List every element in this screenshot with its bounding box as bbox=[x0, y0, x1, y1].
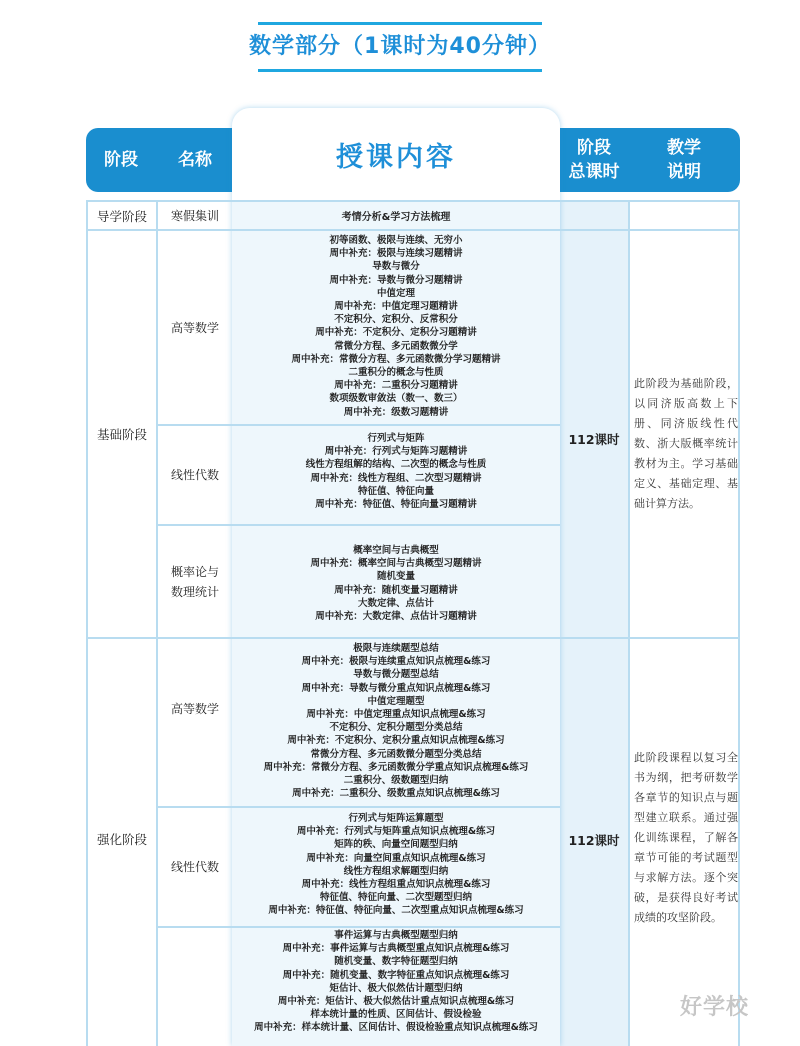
content-line: 周中补充：随机变量、数字特征重点知识点梳理&练习 bbox=[282, 969, 510, 981]
content-line: 行列式与矩阵运算题型 bbox=[348, 813, 444, 824]
page-title-block bbox=[0, 22, 800, 72]
stage-strong: 强化阶段 bbox=[96, 832, 147, 847]
hours-strong: 112课时 bbox=[568, 833, 620, 848]
name-guide: 寒假集训 bbox=[170, 208, 219, 223]
content-line: 常微分方程、多元函数微分学 bbox=[334, 340, 458, 352]
header-hours bbox=[560, 128, 628, 192]
content-line: 周中补充：样本统计量、区间估计、假设检验重点知识点梳理&练习 bbox=[254, 1022, 538, 1034]
content-line: 周中补充：不定积分、定积分重点知识点梳理&练习 bbox=[287, 735, 505, 747]
name-basic-linear: 线性代数 bbox=[170, 468, 219, 482]
content-line: 周中补充：导数与微分习题精讲 bbox=[329, 274, 463, 286]
grid-line bbox=[738, 200, 740, 1046]
content-strong-math bbox=[234, 642, 558, 800]
content-line: 周中补充：二重积分习题精讲 bbox=[334, 380, 458, 392]
content-line: 周中补充：随机变量习题精讲 bbox=[334, 584, 458, 596]
desc-basic: 此阶段为基础阶段，以同济版高数上下册、同济版线性代数、浙大版概率统计教材为主。学习基础定义、基础定理、基础计算方法。 bbox=[634, 377, 738, 510]
content-line: 周中补充：极限与连续习题精讲 bbox=[329, 248, 463, 260]
stage-basic: 基础阶段 bbox=[96, 427, 147, 442]
name-basic-prob-line1: 概率论与 bbox=[170, 564, 219, 579]
content-line: 大数定律、点估计 bbox=[357, 597, 434, 609]
content-line: 不定积分、定积分题型分类总结 bbox=[329, 722, 463, 734]
content-line: 不定积分、定积分、反常积分 bbox=[334, 314, 458, 326]
name-strong-math: 高等数学 bbox=[170, 702, 219, 716]
name-strong-linear: 线性代数 bbox=[170, 860, 219, 874]
content-line: 周中补充：行列式与矩阵习题精讲 bbox=[324, 446, 468, 458]
content-line: 周中补充：特征值、特征向量习题精讲 bbox=[315, 499, 477, 511]
header-desc-line1: 教学 bbox=[667, 138, 701, 158]
content-line: 概率空间与古典概型 bbox=[353, 545, 439, 556]
content-line: 初等函数、极限与连续、无穷小 bbox=[329, 235, 463, 246]
content-line: 中值定理题型 bbox=[367, 695, 425, 707]
hours-basic: 112课时 bbox=[568, 432, 620, 447]
grid-line bbox=[628, 200, 630, 1046]
content-line: 周中补充：级数习题精讲 bbox=[343, 406, 449, 418]
content-line: 周中补充：不定积分、定积分习题精讲 bbox=[315, 327, 477, 339]
content-line: 周中补充：事件运算与古典概型重点知识点梳理&练习 bbox=[282, 943, 510, 955]
watermark-logo bbox=[680, 990, 749, 1021]
content-line: 周中补充：二重积分、级数重点知识点梳理&练习 bbox=[292, 788, 500, 800]
content-line: 周中补充：常微分方程、多元函数微分学习题精讲 bbox=[291, 353, 501, 365]
content-line: 随机变量、数字特征题型归纳 bbox=[334, 956, 458, 968]
name-basic-math: 高等数学 bbox=[170, 320, 219, 335]
header-hours-line2: 总课时 bbox=[568, 162, 620, 182]
content-line: 特征值、特征向量 bbox=[357, 485, 434, 497]
header-name: 名称 bbox=[178, 150, 212, 170]
desc-strong: 此阶段课程以复习全书为纲，把考研数学各章节的知识点与题型建立联系。通过强化训练课程，了解各章节可能的考试题型与求解方法。逐个突破，是获得良好考试成绩的攻坚阶段。 bbox=[634, 751, 738, 924]
header-hours-line1: 阶段 bbox=[577, 138, 611, 158]
content-line: 周中补充：中值定理习题精讲 bbox=[334, 301, 458, 313]
grid-line bbox=[158, 926, 560, 928]
content-line: 周中补充：中值定理重点知识点梳理&练习 bbox=[306, 709, 486, 721]
content-line: 周中补充：特征值、特征向量、二次型重点知识点梳理&练习 bbox=[268, 905, 524, 917]
name-basic-prob-line2: 数理统计 bbox=[170, 584, 219, 599]
header-desc-line2: 说明 bbox=[667, 162, 701, 182]
content-line: 周中补充：线性方程组、二次型习题精讲 bbox=[310, 472, 482, 484]
header-desc bbox=[628, 128, 740, 192]
title-bottom-rule bbox=[258, 69, 542, 72]
content-line: 周中补充：线性方程组重点知识点梳理&练习 bbox=[301, 879, 491, 891]
content-line: 二重积分的概念与性质 bbox=[348, 367, 444, 379]
content-line: 二重积分、级数题型归纳 bbox=[343, 775, 449, 787]
header-content: 授课内容 bbox=[232, 108, 560, 200]
content-line: 常微分方程、多元函数微分题型分类总结 bbox=[310, 748, 482, 760]
content-line: 周中补充：导数与微分重点知识点梳理&练习 bbox=[301, 682, 491, 694]
content-line: 线性方程组求解题型归纳 bbox=[343, 865, 449, 877]
stage-guide: 导学阶段 bbox=[96, 208, 147, 224]
content-basic-linear bbox=[234, 432, 558, 511]
content-strong-prob bbox=[234, 929, 558, 1035]
content-line: 行列式与矩阵 bbox=[367, 433, 425, 444]
content-line: 周中补充：大数定律、点估计习题精讲 bbox=[315, 611, 477, 623]
content-strong-linear bbox=[234, 812, 558, 918]
content-line: 随机变量 bbox=[376, 571, 415, 583]
content-basic-math bbox=[234, 234, 558, 419]
content-line: 周中补充：概率空间与古典概型习题精讲 bbox=[310, 558, 482, 570]
content-guide: 考情分析&学习方法梳理 bbox=[341, 212, 451, 223]
content-line: 矩估计、极大似然估计题型归纳 bbox=[329, 982, 463, 994]
content-line: 导数与微分题型总结 bbox=[353, 669, 439, 681]
content-line: 中值定理 bbox=[376, 287, 415, 299]
content-line: 极限与连续题型总结 bbox=[353, 643, 439, 654]
content-line: 矩阵的秩、向量空间题型归纳 bbox=[334, 839, 458, 851]
watermark-text: 好学校 bbox=[680, 995, 750, 1020]
page-title: 数学部分（1课时为40分钟） bbox=[249, 34, 551, 59]
content-line: 周中补充：常微分方程、多元函数微分学重点知识点梳理&练习 bbox=[263, 761, 529, 773]
content-line: 线性方程组解的结构、二次型的概念与性质 bbox=[305, 459, 487, 471]
content-line: 样本统计量的性质、区间估计、假设检验 bbox=[310, 1009, 482, 1021]
hours-column-tint bbox=[560, 200, 628, 1046]
content-line: 周中补充：行列式与矩阵重点知识点梳理&练习 bbox=[296, 826, 496, 838]
content-line: 数项级数审敛法（数一、数三） bbox=[329, 393, 463, 405]
content-line: 特征值、特征向量、二次型题型归纳 bbox=[319, 892, 472, 904]
content-line: 周中补充：向量空间重点知识点梳理&练习 bbox=[306, 852, 486, 864]
content-line: 导数与微分 bbox=[372, 261, 420, 273]
header-stage: 阶段 bbox=[104, 150, 138, 170]
name-basic-prob bbox=[158, 526, 232, 637]
content-basic-prob bbox=[234, 544, 558, 623]
content-line: 事件运算与古典概型题型归纳 bbox=[334, 930, 458, 941]
content-line: 周中补充：矩估计、极大似然估计重点知识点梳理&练习 bbox=[277, 996, 515, 1008]
content-line: 周中补充：极限与连续重点知识点梳理&练习 bbox=[301, 656, 491, 668]
